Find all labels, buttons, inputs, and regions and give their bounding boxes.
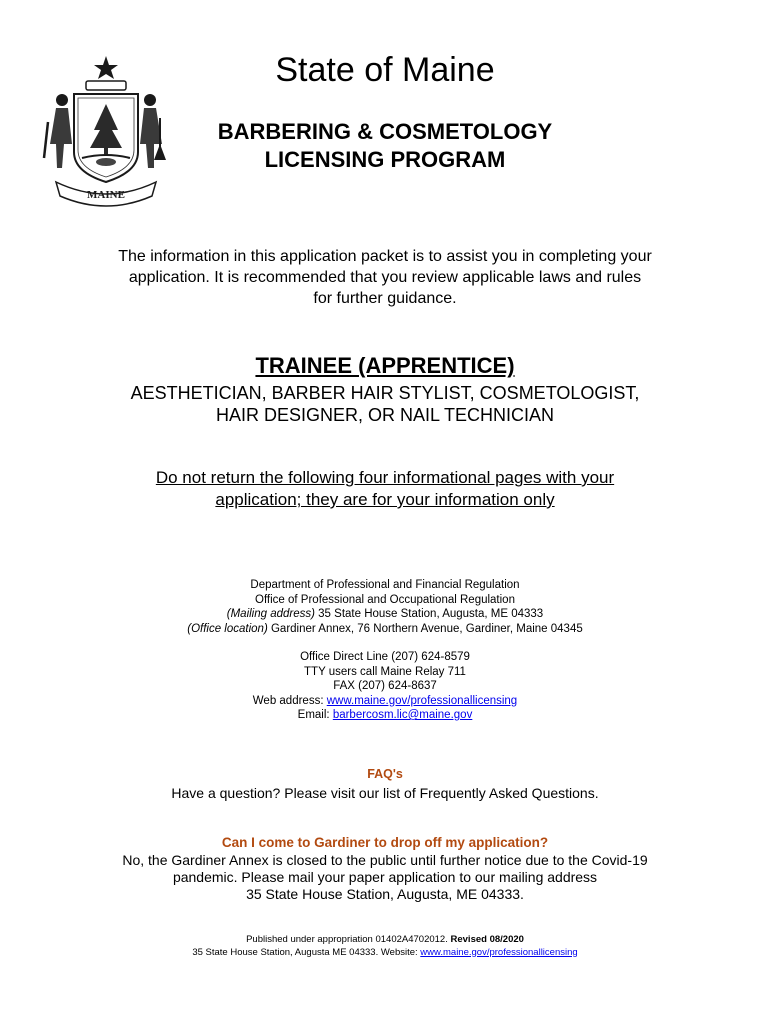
office-location [60,622,710,637]
notice-line2: application; they are for your information only [215,490,555,509]
dropoff-line1: No, the Gardiner Annex is closed to the public until further notice due to the Covid-19 [122,852,648,868]
web-label: Web address: [252,694,327,707]
footer-address-text: 35 State House Station, Augusta ME 04333. Website: [192,946,421,958]
web-address-link[interactable]: www.maine.gov/professionallicensing [326,694,518,707]
faq-text: Have a question? Please visit our list of Frequently Asked Questions. [171,785,599,801]
program-title [170,118,600,174]
mailing-address [60,607,710,622]
email-link[interactable]: barbercosm.lic@maine.gov [332,709,473,721]
footer-address [60,947,710,960]
office-name: Office of Professional and Occupational Regulation [255,593,515,606]
location-label: (Office location) [187,622,268,635]
dropoff-answer [60,852,710,903]
intro-line3: for further guidance. [313,290,457,307]
seal-star-icon [94,56,118,79]
faq-heading: FAQ's [367,767,403,781]
occupations-list [60,382,710,426]
web-address [60,694,710,709]
footer-revised: Revised 08/2020 [450,934,524,945]
location-address-text: Gardiner Annex, 76 Northern Avenue, Gardiner, Maine 04345 [267,622,583,635]
department-name: Department of Professional and Financial Regulation [250,579,520,591]
footer-published [60,934,710,947]
occupations-line1: AESTHETICIAN, BARBER HAIR STYLIST, COSMETOLOGIST, [130,383,640,403]
dropoff-heading: Can I come to Gardiner to drop off my application? [221,835,549,850]
office-phone: Office Direct Line (207) 624-8579 [300,651,470,663]
mailing-address-text: 35 State House Station, Augusta, ME 04333 [314,608,544,620]
maine-state-seal [42,48,170,208]
email-address [60,708,710,723]
return-notice [60,467,710,511]
footer-website-link[interactable]: www.maine.gov/professionallicensing [420,946,578,958]
contact-block [60,578,710,723]
program-title-line2: LICENSING PROGRAM [264,147,506,172]
intro-line1: The information in this application packet is to assist you in completing your [118,248,652,265]
mailing-label: (Mailing address) [226,608,315,620]
page-title: State of Maine [275,51,495,89]
dropoff-line3: 35 State House Station, Augusta, ME 04333. [246,886,524,902]
license-type-title: TRAINEE (APPRENTICE) [255,353,515,378]
notice-line1: Do not return the following four informational pages with your [155,468,615,487]
footer-appropriation: Published under appropriation 01402A4702012. [246,934,451,945]
intro-paragraph [60,246,710,309]
seal-ribbon-label: MAINE [87,189,125,201]
tty-relay: TTY users call Maine Relay 711 [304,665,466,678]
program-title-line1: BARBERING & COSMETOLOGY [217,119,553,144]
occupations-line2: HAIR DESIGNER, OR NAIL TECHNICIAN [215,405,555,425]
fax-number: FAX (207) 624-8637 [333,680,437,692]
footer [60,934,710,959]
email-label: Email: [297,709,333,721]
dropoff-line2: pandemic. Please mail your paper application to our mailing address [172,869,598,885]
intro-line2: application. It is recommended that you review applicable laws and rules [128,269,642,286]
